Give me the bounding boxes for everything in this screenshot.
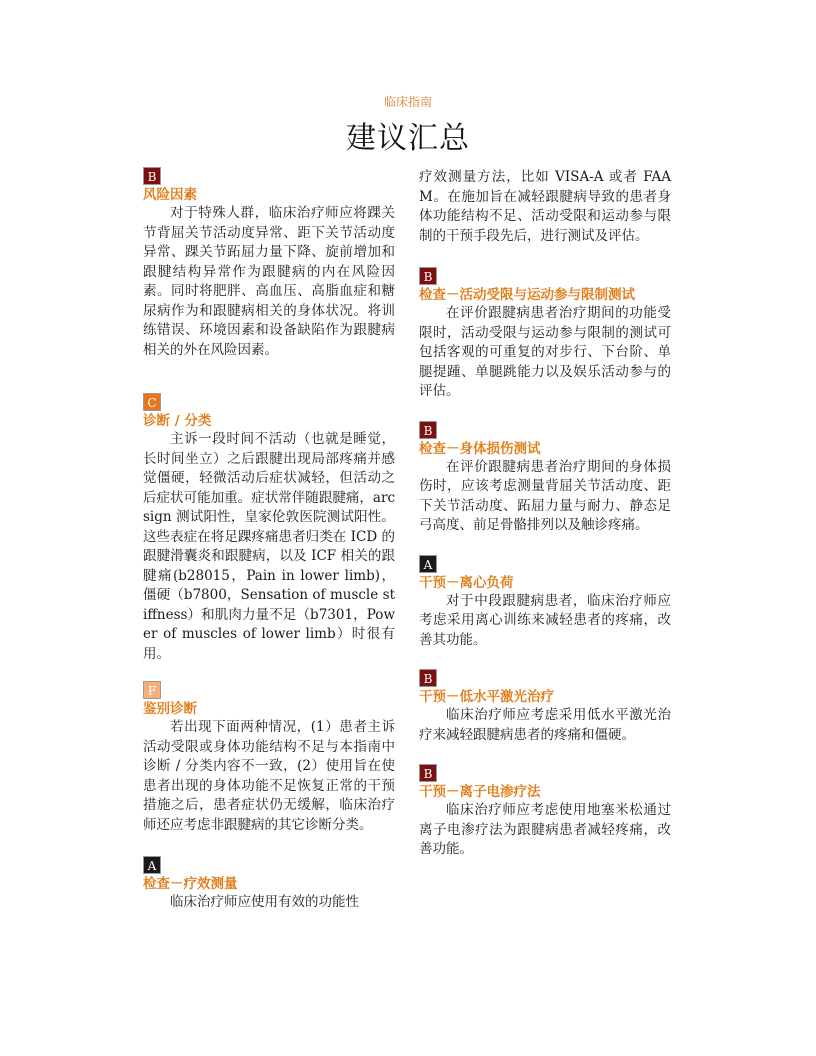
- grade-badge: B: [419, 421, 437, 439]
- section-body: 对于特殊人群，临床治疗师应将踝关节背屈关节活动度异常、距下关节活动度异常、踝关节跖屈力量下降、旋前增加和跟腱结构异常作为跟腱病的内在风险因素。同时将肥胖、高血压、高脂血症和糖尿病作为和跟腱病相关的身体状况。将训练错误、环境因素和设备缺陷作为跟腱病相关的外在风险因素。: [143, 205, 395, 358]
- section-body: 主诉一段时间不活动（也就是睡觉，长时间坐立）之后跟腱出现局部疼痛并感觉僵硬，轻微活动后症状减轻，但活动之后症状可能加重。症状常伴随跟腱痛，arc sign 测试阳性，皇家伦敦医院测试阳性。这些表症在将足踝疼痛患者归类在 ICD 的跟腱滑囊炎和跟腱病，以及 ICF 相关的跟腱痛(b28015，Pain in lower limb)，僵硬（b7800，Sensation of muscle stiffness）和肌肉力量不足（b7301，Power of muscles of lower limb）时很有用。: [143, 431, 395, 662]
- section-body: 临床治疗师应使用有效的功能性: [170, 894, 359, 910]
- section-heading: 检查－活动受限与运动参与限制测试: [419, 287, 635, 303]
- section-heading: 风险因素: [143, 187, 197, 203]
- recommendation-outcome-measures: [143, 855, 395, 913]
- grade-badge: B: [419, 764, 437, 782]
- page-title: 建议汇总: [346, 121, 470, 156]
- section-body: 临床治疗师应考虑使用地塞米松通过离子电渗疗法为跟腱病患者减轻疼痛，改善功能。: [419, 802, 671, 857]
- section-body: 若出现下面两种情况，(1）患者主诉活动受限或身体功能结构不足与本指南中诊断 / 分类内容不一致，(2）使用旨在使患者出现的身体功能不足恢复正常的干预措施之后，患者症状仍无缓解，临床治疗师还应考虑非跟腱病的其它诊断分类。: [143, 719, 395, 833]
- grade-badge: A: [419, 555, 437, 573]
- recommendation-risk-factors: [143, 166, 395, 360]
- section-heading: 干预－低水平激光治疗: [419, 689, 554, 705]
- grade-badge: F: [143, 681, 161, 699]
- section-body: 临床治疗师应考虑采用低水平激光治疗来减轻跟腱病患者的疼痛和僵硬。: [419, 707, 671, 743]
- recommendation-diagnosis: [143, 392, 395, 664]
- grade-badge: C: [143, 393, 161, 411]
- section-heading: 诊断 / 分类: [143, 413, 212, 429]
- recommendation-differential-diagnosis: [143, 680, 395, 835]
- guideline-kicker: 临床指南: [383, 95, 432, 109]
- section-heading: 检查－疗效测量: [143, 876, 238, 892]
- section-body: 在评价跟腱病患者治疗期间的身体损伤时，应该考虑测量背屈关节活动度、距下关节活动度、跖屈力量与耐力、静态足弓高度、前足骨骼排列以及触诊疼痛。: [419, 458, 671, 533]
- section-heading: 鉴别诊断: [143, 701, 197, 717]
- right-column: [419, 168, 671, 860]
- continued-text: 疗效测量方法，比如 VISA-A 或者 FAAM。在施加旨在减轻跟腱病导致的患者身体功能结构不足、活动受限和运动参与限制的干预手段先后，进行测试及评估。: [419, 169, 671, 244]
- recommendation-iontophoresis: [419, 763, 671, 860]
- recommendation-eccentric-loading: [419, 554, 671, 651]
- grade-badge: A: [143, 856, 161, 874]
- grade-badge: B: [143, 167, 161, 185]
- grade-badge: B: [419, 267, 437, 285]
- recommendation-activity-limitation-tests: [419, 266, 671, 402]
- grade-badge: B: [419, 669, 437, 687]
- recommendation-low-level-laser: [419, 668, 671, 745]
- left-column: [143, 166, 395, 913]
- section-heading: 检查－身体损伤测试: [419, 440, 541, 457]
- section-heading: 干预－离心负荷: [419, 574, 514, 591]
- recommendation-impairment-tests: [419, 420, 671, 536]
- section-heading: 干预－离子电渗疗法: [419, 784, 541, 800]
- section-body: 在评价跟腱病患者治疗期间的功能受限时，活动受限与运动参与限制的测试可包括客观的可重复的对步行、下台阶、单腿提踵、单腿跳能力以及娱乐活动参与的评估。: [419, 305, 671, 399]
- section-body: 对于中段跟腱病患者，临床治疗师应考虑采用离心训练来减轻患者的疼痛，改善其功能。: [419, 592, 671, 648]
